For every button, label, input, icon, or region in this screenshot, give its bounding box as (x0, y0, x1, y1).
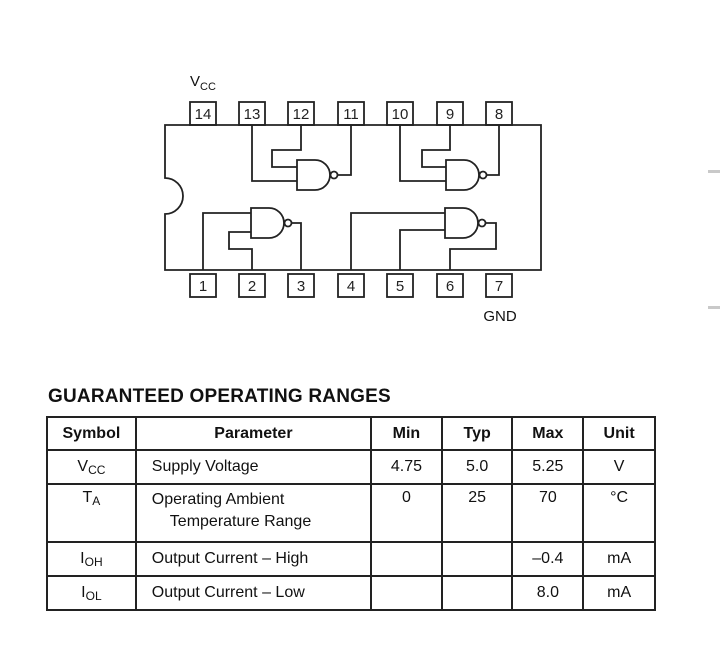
header-parameter: Parameter (136, 417, 371, 450)
pin-label-11: 11 (343, 106, 359, 123)
pin-label-9: 9 (445, 106, 455, 123)
symbol-cell: $I_{OL}$ (47, 576, 136, 610)
section-title: GUARANTEED OPERATING RANGES (48, 386, 391, 407)
parameter-cell: Supply Voltage (136, 450, 371, 484)
min-cell: 4.75 (371, 450, 442, 484)
pin-label-8: 8 (494, 106, 504, 123)
edge-divider-mark (708, 170, 720, 173)
edge-divider-mark (708, 306, 720, 309)
header-min: Min (371, 417, 442, 450)
and-gate-bottom-left (203, 208, 301, 270)
operating-ranges-table (46, 416, 656, 611)
min-cell: 0 (371, 484, 442, 542)
vcc-label: $V_{CC}$ (190, 73, 216, 93)
and-gate-top-left (252, 125, 351, 190)
unit-cell: °C (583, 484, 655, 542)
pin-label-10: 10 (391, 106, 409, 123)
pin-label-6: 6 (445, 278, 455, 295)
pin-label-3: 3 (296, 278, 306, 295)
typ-cell (442, 542, 513, 576)
pin-label-1: 1 (198, 278, 208, 295)
table-row (47, 484, 655, 542)
gnd-label: GND (483, 308, 517, 325)
unit-cell: V (583, 450, 655, 484)
unit-cell: mA (583, 542, 655, 576)
header-max: Max (512, 417, 583, 450)
table-header-row (47, 417, 655, 450)
pin-label-4: 4 (346, 278, 356, 295)
symbol-cell: $V_{CC}$ (47, 450, 136, 484)
parameter-cell: Output Current – High (136, 542, 371, 576)
header-typ: Typ (442, 417, 513, 450)
max-cell: 8.0 (512, 576, 583, 610)
and-gate-bottom-right (351, 208, 496, 270)
pin-label-14: 14 (194, 106, 212, 123)
parameter-cell: Operating Ambient Temperature Range (136, 484, 371, 542)
symbol-cell: $I_{OH}$ (47, 542, 136, 576)
pin-label-7: 7 (494, 278, 504, 295)
header-symbol: Symbol (47, 417, 136, 450)
and-gate-top-right (400, 125, 499, 190)
symbol-cell: $T_A$ (47, 484, 136, 542)
table-row (47, 576, 655, 610)
pin-label-2: 2 (247, 278, 257, 295)
min-cell (371, 576, 442, 610)
pin-label-5: 5 (395, 278, 405, 295)
header-unit: Unit (583, 417, 655, 450)
pin-label-12: 12 (292, 106, 310, 123)
max-cell: 5.25 (512, 450, 583, 484)
max-cell: –0.4 (512, 542, 583, 576)
parameter-cell: Output Current – Low (136, 576, 371, 610)
max-cell: 70 (512, 484, 583, 542)
typ-cell: 5.0 (442, 450, 513, 484)
pin-label-13: 13 (243, 106, 261, 123)
table-row (47, 542, 655, 576)
typ-cell (442, 576, 513, 610)
min-cell (371, 542, 442, 576)
unit-cell: mA (583, 576, 655, 610)
typ-cell: 25 (442, 484, 513, 542)
table-row (47, 450, 655, 484)
